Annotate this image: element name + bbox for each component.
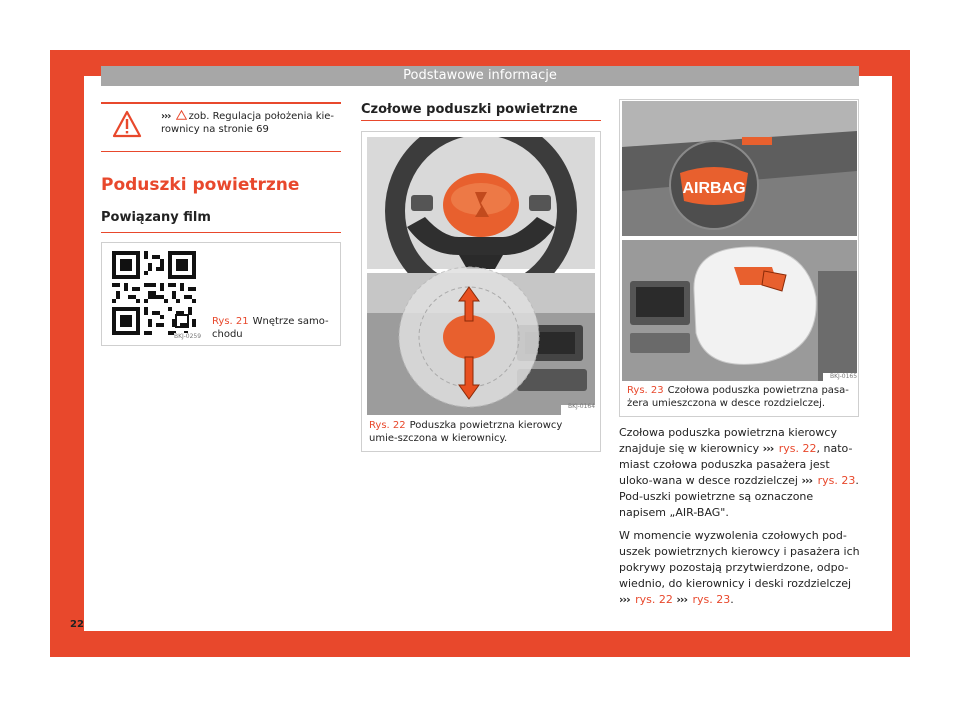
paragraph [619, 528, 861, 608]
cross-ref-arrows: ››› [801, 474, 813, 487]
figure-reference-link[interactable]: rys. 23 [817, 474, 856, 487]
figure-caption [369, 419, 594, 445]
driver-airbag-illustration [367, 137, 595, 415]
text-run: , nato-miast czołowa poduszka pasażera jest uloko-wana w desce rozdzielczej [619, 442, 853, 487]
text-run: Czołowa poduszka powietrzna kierowcy znajduje się w kierownicy [619, 426, 837, 455]
text-run: . [730, 593, 734, 606]
figure-reference-link[interactable]: rys. 22 [635, 593, 673, 606]
figure-caption-text: Czołowa poduszka powietrzna pasa-żera umieszczona w desce rozdzielczej. [627, 385, 849, 409]
airbag-label: AIRBAG [682, 180, 746, 197]
text-run: W momencie wyzwolenia czołowych pod-uszek powietrznych kierowcy i pasażera ich pokrywy pozostają przytwierdzone, odpo-wiednio, do kierownicy i deski rozdzielczej [619, 529, 860, 590]
warning-triangle-icon [112, 110, 142, 138]
figure-code: BKJ-0259 [174, 333, 202, 340]
figure-label: Rys. 22 [369, 420, 406, 431]
warning-box [101, 102, 341, 152]
figure-label: Rys. 23 [627, 385, 664, 396]
figure-23 [619, 99, 859, 417]
figure-22 [361, 131, 601, 452]
qr-code-icon[interactable] [112, 251, 196, 335]
section-title: Poduszki powietrzne [101, 175, 300, 195]
figure-caption-text: Wnętrze samo-chodu [212, 316, 329, 340]
divider [101, 232, 341, 233]
figure-caption [627, 384, 852, 410]
page-number: 22 [70, 619, 84, 630]
section-heading: Czołowe poduszki powietrzne [361, 102, 578, 117]
paragraph [619, 425, 861, 521]
warning-link-text[interactable]: zob. Regulacja położenia kie-rownicy na stronie 69 [161, 111, 335, 135]
figure-code: BKJ-0165 [830, 373, 858, 380]
cross-ref-arrows: ››› [676, 593, 687, 606]
cross-ref-arrows: ››› [762, 442, 774, 455]
cross-ref-arrows: ››› [161, 111, 171, 122]
figure-caption-text: Poduszka powietrzna kierowcy umie-szczona w kierownicy. [369, 420, 563, 444]
passenger-airbag-illustration [622, 101, 857, 381]
small-warning-icon [176, 110, 187, 120]
figure-reference-link[interactable]: rys. 23 [692, 593, 731, 606]
divider [361, 120, 601, 121]
figure-caption [212, 315, 337, 341]
running-header: Podstawowe informacje [101, 66, 859, 86]
cross-ref-arrows: ››› [619, 593, 630, 606]
body-text [619, 425, 861, 615]
figure-code: BKJ-0164 [568, 403, 596, 410]
warning-text [161, 110, 336, 136]
film-figure [101, 242, 341, 346]
figure-label: Rys. 21 [212, 316, 249, 327]
text-run: . Pod-uszki powietrzne są oznaczone napisem „AIR-BAG". [619, 474, 859, 519]
subsection-title: Powiązany film [101, 210, 211, 225]
figure-reference-link[interactable]: rys. 22 [778, 442, 817, 455]
